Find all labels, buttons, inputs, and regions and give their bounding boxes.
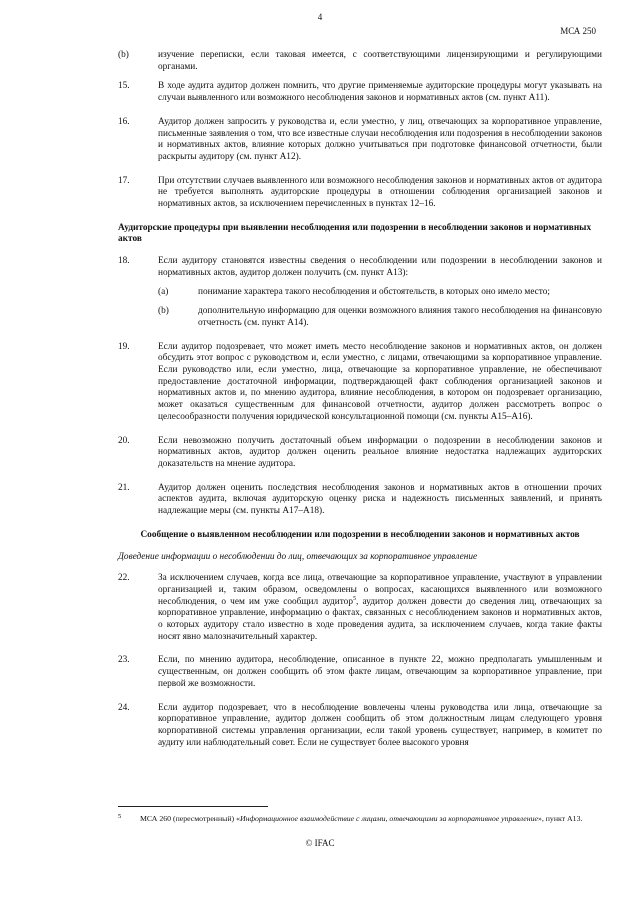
paragraph-text: Аудитор должен оценить последствия несоблюдения законов и нормативных актов в отношении прочих аспектов аудита, включая аудиторскую оценку риска и надежность письменных заявлений, и принять надлежащие меры (см. пункты A17–A18). [158,482,602,517]
subsection-heading: Доведение информации о несоблюдении до лиц, отвечающих за корпоративное управление [118,551,478,562]
list-item-a [158,287,602,299]
footnote [118,814,602,824]
paragraph-text: При отсутствии случаев выявленного или возможного несоблюдения законов и нормативных актов от аудитора не требуется выполнять аудиторские процедуры в отношении соблюдения организацией законов и нормативных актов, за исключением перечисленных в пунктах 12–16. [158,175,602,210]
paragraph-text: Если, по мнению аудитора, несоблюдение, описанное в пункте 22, можно предполагать умышленным и существенным, он должен сообщить об этом факте лицам, отвечающим за корпоративное управление, при первой же возможности. [158,655,602,689]
paragraph-text: Если невозможно получить достаточный объем информации о подозрении в несоблюдении законов и нормативных актов, аудитор должен оценить реальное влияние недостатка надлежащих аудиторских доказательств на мнение аудитора. [158,435,602,469]
paragraph-number: 16. [118,116,130,127]
footnote-text [118,814,602,824]
paragraph-number: 17. [118,175,130,186]
paragraph-number: 24. [118,702,130,713]
paragraph-number: 22. [118,573,130,584]
paragraph-text: Если аудитор подозревает, что в несоблюдение вовлечены члены руководства или лица, отвечающие за корпоративное управление, аудитор должен сообщить об этом должностным лицам следующего уровня корпоративной системы управления организации, если такой уровень существует, например, в комитет по аудиту или наблюдательный совет. Если не существует более высокого уровня [158,702,602,748]
paragraph-22 [118,573,602,643]
footnote-number: 5 [118,813,122,820]
item-text: дополнительную информацию для оценки возможного влияния такого несоблюдения на финансовую отчетность (см. пункт A14). [198,306,602,328]
paragraph-number: 19. [118,341,130,352]
paragraph-19 [118,342,602,424]
item-label: (b) [118,50,129,60]
paragraph-16 [118,117,602,164]
footnote-title: Информационное взаимодействие с лицами, отвечающими за корпоративное управление [240,814,538,823]
paragraph-number: 18. [118,256,130,267]
list-item-b [158,306,602,329]
page-body [118,50,602,761]
footnote-reference[interactable]: 5 [352,595,356,602]
paragraph-20 [118,436,602,471]
paragraph-18 [118,256,602,330]
paragraph-15 [118,81,602,104]
paragraph-text-start: За исключением случаев, когда все лица, отвечающие за корпоративное управление, участвуют в управлении организацией и, таким образом, осведомлены о вопросах, касающихся выявленного или возможного несоблюдения, о чем им уже сообщил аудитор [158,573,602,607]
paragraph-text: Если аудитор подозревает, что может иметь место несоблюдение законов и нормативных актов, он должен обсудить этот вопрос с руководством и, если уместно, с лицами, отвечающими за корпоративное управление. Если руководство или, если уместно, лица, отвечающие за корпоративное управление, не обеспечивают предоставление достаточной информации, подтверждающей факт соблюдения организацией законов и нормативных актов и, по мнению аудитора, влияние несоблюдения, в котором он подозревает организацию, может оказаться существенным для финансовой отчетности, аудитор должен рассмотреть вопрос о целесообразности получения юридической консультационной помощи (см. пункты A15–A16). [158,341,602,422]
item-label: (a) [158,286,169,297]
footnote-text-end: », пункт A13. [537,814,583,823]
paragraph-number: 15. [118,81,130,92]
section-heading-communication: Сообщение о выявленном несоблюдении или подозрении в несоблюдении законов и нормативных актов [140,529,580,540]
sub-list [158,287,602,330]
list-item-b-correspondence [118,50,602,73]
paragraph-number: 21. [118,482,130,493]
item-text: изучение переписки, если таковая имеется, с соответствующими лицензирующими и регулирующими органами. [158,50,602,72]
footnote-text-plain: МСА 260 (пересмотренный) « [140,814,241,823]
paragraph-text: В ходе аудита аудитор должен помнить, что другие применяемые аудиторские процедуры могут указывать на случаи выявленного или возможного несоблюдения законов и нормативных актов (см. пункт A11). [158,81,602,104]
paragraph-23 [118,655,602,690]
paragraph-21 [118,483,602,518]
paragraph-number: 23. [118,655,130,666]
paragraph-text-end: , аудитор должен довести до сведения лиц, отвечающих за корпоративное управление, информацию о фактах, связанных с несоблюдением законов и нормативных актов, о которых аудитору стало известно в ходе проведения аудита, за исключением случаев, когда такие факты носят явно малозначительный характер. [158,596,602,642]
paragraph-number: 20. [118,435,130,446]
page-number: 4 [317,12,323,22]
paragraph-24 [118,703,602,750]
section-heading-audit-procedures: Аудиторские процедуры при выявлении несоблюдения или подозрении в несоблюдении законов и нормативных актов [118,222,592,245]
paragraph-text: Аудитор должен запросить у руководства и, если уместно, у лиц, отвечающих за корпоративное управление, письменные заявления о том, что все известные случаи несоблюдения или подозрения в несоблюдении законов и нормативных актов, влияние которых должно учитываться при подготовке финансовой отчетности, были раскрыты аудитору (см. пункт A12). [158,116,602,162]
document-code: МСА 250 [560,26,596,36]
item-text: понимание характера такого несоблюдения и обстоятельств, в которых оно имело место; [198,286,550,297]
footnote-divider [118,806,268,807]
paragraph-17 [118,176,602,211]
page-footer-copyright: © IFAC [305,838,335,848]
paragraph-text: Если аудитору становятся известны сведения о несоблюдении или подозрении в несоблюдении законов и нормативных актов, аудитор должен получить (см. пункт A13): [158,256,602,278]
item-label: (b) [158,306,169,317]
